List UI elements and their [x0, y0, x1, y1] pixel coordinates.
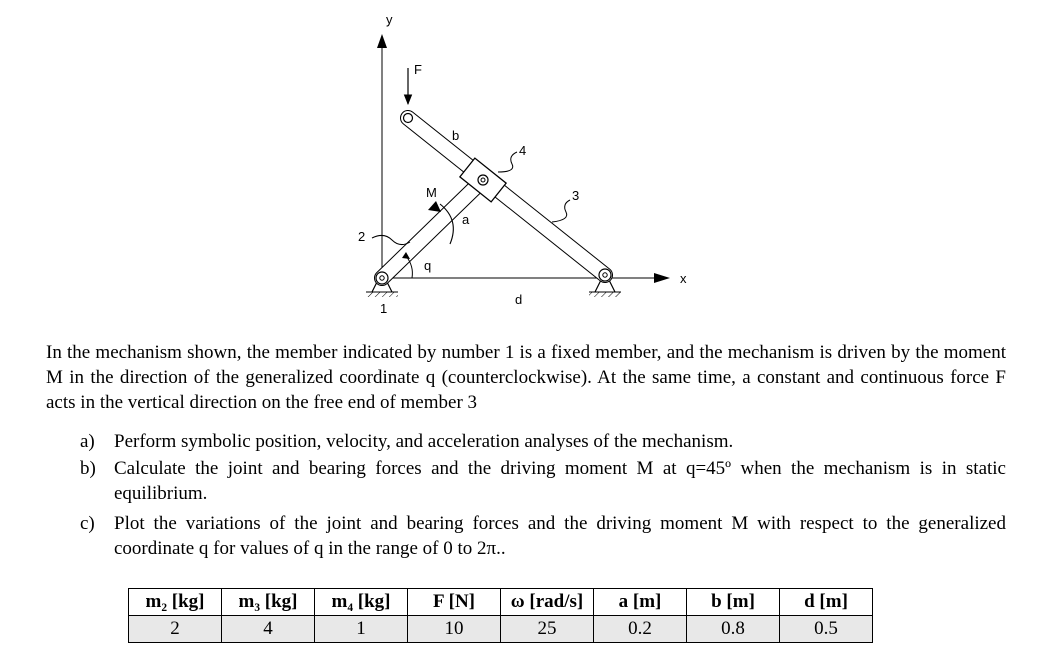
task-marker: b) — [80, 458, 96, 479]
length-d-label: d — [515, 292, 523, 307]
member-4-leader — [498, 152, 517, 172]
task-text: Plot the variations of the joint and bearing forces and the driving moment M with respect to the generalized coordinate q for values of q in the range of 0 to 2π.. — [114, 513, 1006, 559]
task-text: Calculate the joint and bearing forces and the driving moment M at q=45º when the mechanism is in static equilibrium. — [114, 458, 1006, 504]
member-1-label: 1 — [380, 301, 388, 316]
coordinate-q-label: q — [424, 258, 432, 273]
value-cell: 25 — [501, 616, 594, 643]
header-cell: ω [rad/s] — [501, 589, 594, 616]
member-3-label: 3 — [572, 188, 580, 203]
value-cell: 4 — [222, 616, 315, 643]
task-text: Perform symbolic position, velocity, and acceleration analyses of the mechanism. — [114, 431, 734, 452]
member-2-label: 2 — [358, 229, 366, 244]
value-cell: 0.8 — [687, 616, 780, 643]
task-item-a — [80, 429, 1006, 454]
mechanism-diagram — [0, 0, 1040, 320]
header-cell: a [m] — [594, 589, 687, 616]
problem-intro: In the mechanism shown, the member indicated by number 1 is a fixed member, and the mechanism is driven by the moment M in the direction of the generalized coordinate q (counterclockwise). At the same time, a constant and continuous force F acts in the vertical direction on the free end of member 3 — [46, 342, 1006, 413]
member-4-label: 4 — [519, 143, 527, 158]
member-2-leader — [372, 235, 410, 244]
table-header-row — [129, 589, 873, 616]
task-item-c — [80, 511, 1006, 561]
length-b-label: b — [452, 128, 460, 143]
task-item-b — [80, 456, 1006, 506]
x-axis-label: x — [680, 271, 687, 286]
header-cell: F [N] — [408, 589, 501, 616]
value-cell: 0.5 — [780, 616, 873, 643]
moment-label: M — [426, 185, 437, 200]
header-cell: d [m] — [780, 589, 873, 616]
value-cell: 1 — [315, 616, 408, 643]
header-cell: m₄ [kg] — [315, 589, 408, 616]
task-marker: a) — [80, 431, 95, 452]
header-cell: m₂ [kg] — [129, 589, 222, 616]
task-marker: c) — [80, 513, 95, 534]
value-cell: 0.2 — [594, 616, 687, 643]
header-cell: b [m] — [687, 589, 780, 616]
force-label: F — [414, 62, 422, 77]
y-axis-label: y — [386, 12, 393, 27]
length-a-label: a — [462, 212, 470, 227]
header-cell: m₃ [kg] — [222, 589, 315, 616]
value-cell: 10 — [408, 616, 501, 643]
member-3-leader — [552, 200, 570, 222]
parameter-table — [128, 588, 873, 643]
table-row — [129, 616, 873, 643]
value-cell: 2 — [129, 616, 222, 643]
